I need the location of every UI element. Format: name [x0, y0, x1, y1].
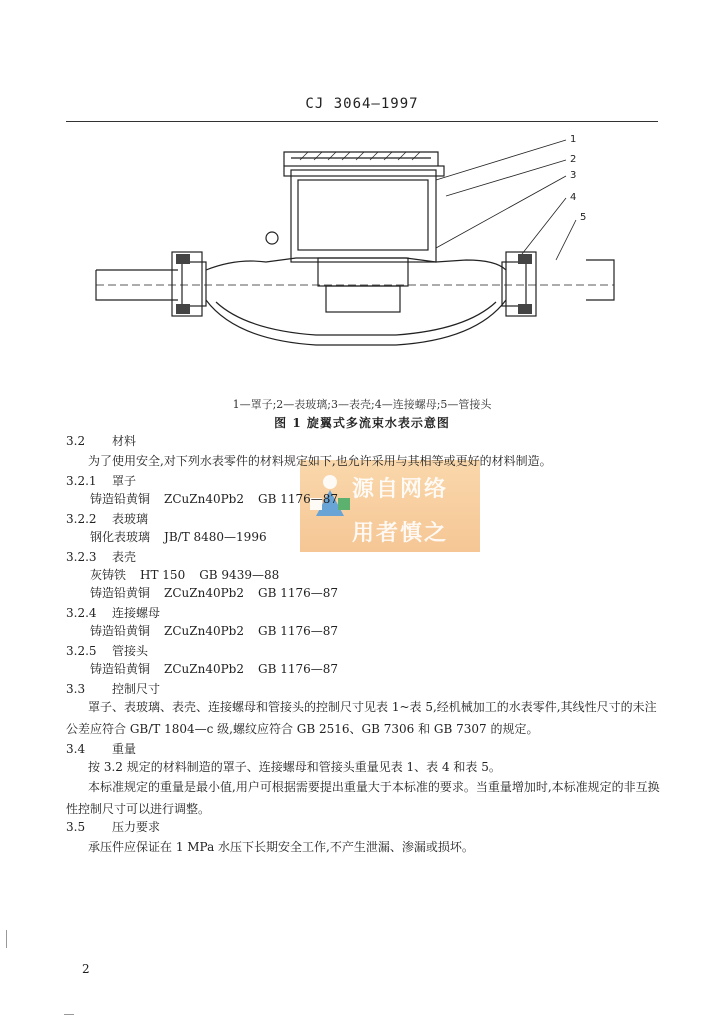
page-number: 2: [82, 962, 90, 976]
section-3-5-heading: [66, 818, 160, 835]
material-name: 铸造铅黄铜: [90, 662, 151, 676]
material-row: [90, 584, 352, 601]
scan-edge-mark: [6, 930, 7, 948]
standard-code-header: CJ 3064—1997: [305, 96, 419, 112]
section-title: 罩子: [112, 474, 137, 488]
section-title: 重量: [112, 742, 137, 756]
scan-edge-mark: [64, 1014, 74, 1015]
section-3-3-heading: [66, 680, 160, 697]
material-standard: GB 9439—88: [199, 568, 280, 582]
section-3-2-2-heading: [66, 510, 148, 527]
material-row: [90, 660, 352, 677]
material-grade: HT 150: [140, 568, 186, 582]
material-row: [90, 490, 352, 507]
section-3-2-heading: [66, 432, 136, 449]
material-name: 钢化表玻璃: [90, 530, 151, 544]
water-meter-drawing: [86, 130, 626, 392]
callout-4: 4: [570, 192, 577, 203]
material-grade: ZCuZn40Pb2: [164, 586, 244, 600]
section-number: 3.2.3: [66, 550, 97, 564]
section-3-3-body: 罩子、表玻璃、表壳、连接螺母和管接头的控制尺寸见表 1~表 5,经机械加工的水表零件,其线性尺寸的未注公差应符合 GB/T 1804—c 级,螺纹应符合 GB 2516、GB 7306 和 GB 7307 的规定。: [66, 700, 657, 736]
material-row: [90, 528, 281, 545]
section-title: 表玻璃: [112, 512, 149, 526]
material-name: 铸造铅黄铜: [90, 624, 151, 638]
callout-2: 2: [570, 154, 577, 165]
material-standard: GB 1176—87: [258, 586, 339, 600]
section-number: 3.2: [66, 434, 86, 448]
figure-title: 图 1 旋翼式多流束水表示意图: [274, 416, 450, 430]
material-row: [90, 566, 293, 583]
section-number: 3.2.5: [66, 644, 97, 658]
section-number: 3.2.1: [66, 474, 97, 488]
section-3-2-1-heading: [66, 472, 136, 489]
callout-1: 1: [570, 134, 577, 145]
material-name: 铸造铅黄铜: [90, 586, 151, 600]
section-3-4-body1: 按 3.2 规定的材料制造的罩子、连接螺母和管接头重量见表 1、表 4 和表 5。: [88, 760, 501, 774]
header-rule: [66, 121, 658, 122]
material-grade: ZCuZn40Pb2: [164, 662, 244, 676]
material-grade: JB/T 8480—1996: [164, 530, 267, 544]
callout-3: 3: [570, 170, 577, 181]
section-number: 3.3: [66, 682, 86, 696]
section-3-2-5-heading: [66, 642, 148, 659]
section-3-2-3-heading: [66, 548, 136, 565]
section-3-4-heading: [66, 740, 136, 757]
section-number: 3.2.2: [66, 512, 97, 526]
figure-legend: 1—罩子;2—表玻璃;3—表壳;4—连接螺母;5—管接头: [232, 398, 492, 411]
section-title: 管接头: [112, 644, 149, 658]
section-3-5-body: 承压件应保证在 1 MPa 水压下长期安全工作,不产生泄漏、渗漏或损坏。: [88, 840, 474, 854]
section-3-2-4-heading: [66, 604, 160, 621]
section-number: 3.2.4: [66, 606, 97, 620]
section-title: 材料: [112, 434, 137, 448]
material-grade: ZCuZn40Pb2: [164, 492, 244, 506]
material-name: 灰铸铁: [90, 568, 127, 582]
section-title: 压力要求: [112, 820, 161, 834]
material-grade: ZCuZn40Pb2: [164, 624, 244, 638]
section-title: 表壳: [112, 550, 137, 564]
callout-5: 5: [580, 212, 587, 223]
watermark-text-line2: 用者慎之: [352, 521, 449, 546]
section-title: 控制尺寸: [112, 682, 161, 696]
material-row: [90, 622, 352, 639]
material-standard: GB 1176—87: [258, 492, 339, 506]
material-standard: GB 1176—87: [258, 662, 339, 676]
watermark-text-line1: 源自网络: [352, 477, 449, 502]
section-number: 3.4: [66, 742, 86, 756]
section-title: 连接螺母: [112, 606, 161, 620]
section-3-2-intro: 为了使用安全,对下列水表零件的材料规定如下,也允许采用与其相等或更好的材料制造。: [88, 454, 552, 468]
material-name: 铸造铅黄铜: [90, 492, 151, 506]
section-3-4-body2: 本标准规定的重量是最小值,用户可根据需要提出重量大于本标准的要求。当重量增加时,本标准规定的非互换性控制尺寸可以进行调整。: [66, 780, 660, 816]
section-number: 3.5: [66, 820, 86, 834]
material-standard: GB 1176—87: [258, 624, 339, 638]
